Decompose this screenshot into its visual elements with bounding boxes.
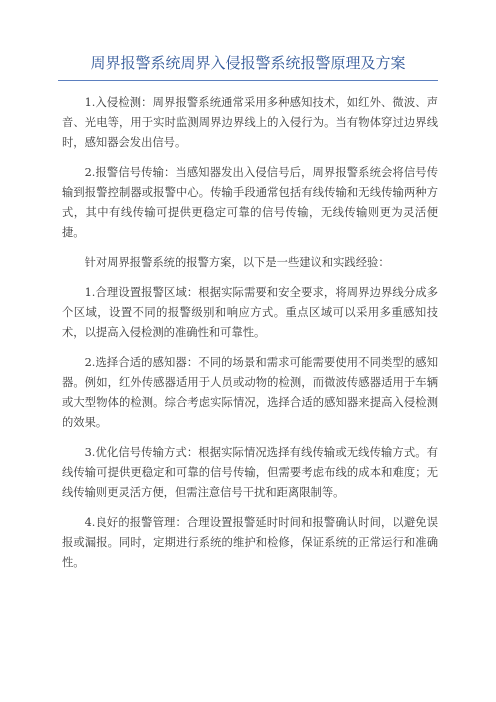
paragraph-scheme-intro: 针对周界报警系统的报警方案，以下是一些建议和实践经验： xyxy=(84,256,390,269)
document-title: 周界报警系统周界入侵报警系统报警原理及方案 xyxy=(90,54,406,72)
paragraph-alarm-management: 4.良好的报警管理：合理设置报警延时时间和报警确认时间，以避免误报或漏报。同时，定期进行系统的维护和检修，保证系统的正常运行和准确性。 xyxy=(62,516,438,569)
paragraph-alarm-zones: 1.合理设置报警区域：根据实际需要和安全要求，将周界边界线分成多个区域，设置不同的报警级别和响应方式。重点区域可以采用多重感知技术，以提高入侵检测的准确性和可靠性。 xyxy=(62,286,438,339)
paragraph-signal-transmission: 2.报警信号传输：当感知器发出入侵信号后，周界报警系统会将信号传输到报警控制器或报警中心。传输手段通常包括有线传输和无线传输两种方式，其中有线传输可提供更稳定可靠的信号传输，无线传输则更为灵活便捷。 xyxy=(62,166,438,239)
paragraph-intrusion-detection: 1.入侵检测：周界报警系统通常采用多种感知技术，如红外、微波、声音、光电等，用于实时监测周界边界线上的入侵行为。当有物体穿过边界线时，感知器会发出信号。 xyxy=(62,96,438,149)
paragraph-transmission-optimization: 3.优化信号传输方式：根据实际情况选择有线传输或无线传输方式。有线传输可提供更稳定和可靠的信号传输，但需要考虑布线的成本和难度；无线传输则更灵活方便，但需注意信号干扰和距离限制等。 xyxy=(62,446,438,499)
title-divider xyxy=(58,80,438,81)
document-body xyxy=(62,93,438,583)
paragraph-sensor-selection: 2.选择合适的感知器：不同的场景和需求可能需要使用不同类型的感知器。例如，红外传感器适用于人员或动物的检测，而微波传感器适用于车辆或大型物体的检测。综合考虑实际情况，选择合适的感知器来提高入侵检测的效果。 xyxy=(62,356,438,429)
